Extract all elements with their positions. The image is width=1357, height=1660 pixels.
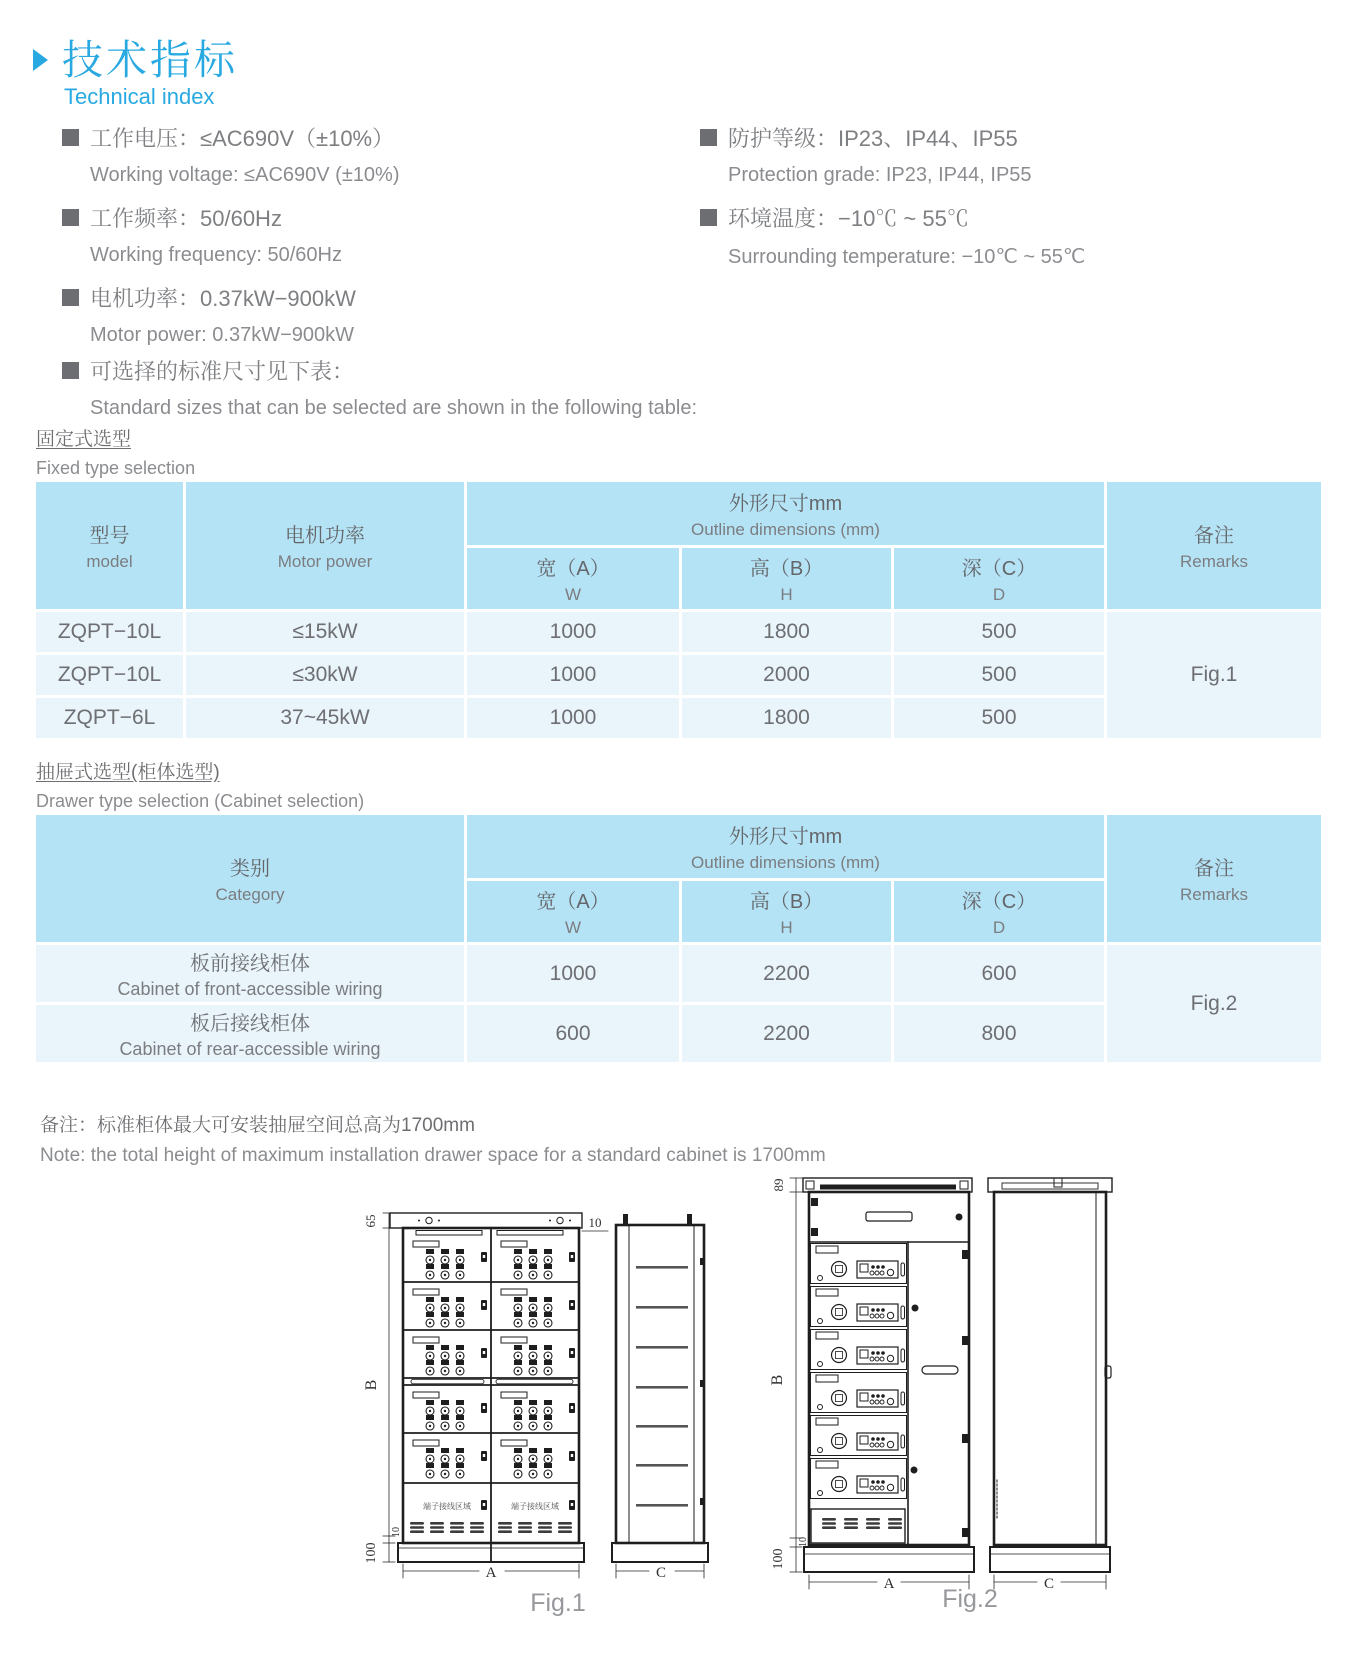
th-remarks xyxy=(1107,815,1321,942)
cell-width: 1000 xyxy=(549,663,597,686)
th-width-cn: 宽（A） xyxy=(536,891,610,913)
th-model-en: model xyxy=(86,552,133,571)
table-row-depth xyxy=(894,612,1104,652)
technical-drawings xyxy=(330,1140,1120,1640)
cell-power: ≤30kW xyxy=(292,663,358,686)
spec-column-right xyxy=(700,122,1320,284)
table-row-height xyxy=(682,655,891,695)
fig1-dim-100: 100 xyxy=(364,1542,379,1564)
spec-text: 可选择的标准尺寸见下表： xyxy=(90,359,355,384)
spec-working-frequency-cn xyxy=(62,202,682,233)
table-remark-fig2 xyxy=(1107,945,1321,1062)
fig2-drawing xyxy=(769,1178,1112,1613)
table-row-category xyxy=(36,1005,464,1062)
th-height-en: H xyxy=(780,918,793,937)
fig1-cap-detail xyxy=(418,1217,571,1223)
th-dims-en: Outline dimensions (mm) xyxy=(691,520,880,539)
th-category-en: Category xyxy=(215,885,285,904)
spec-working-voltage-cn xyxy=(62,122,682,153)
cell-depth: 500 xyxy=(981,663,1017,686)
cell-width: 1000 xyxy=(549,706,597,729)
cell-remark: Fig.1 xyxy=(1190,663,1238,686)
standard-sizes-note xyxy=(62,355,697,420)
th-height-en: H xyxy=(780,585,793,604)
spec-text: 电机功率：0.37kW−900kW xyxy=(90,286,356,311)
drawer-type-table xyxy=(36,815,1321,1062)
fig2-dim-10: 10 xyxy=(798,1537,809,1547)
page-title-cn: 技术指标 xyxy=(62,37,238,83)
cell-depth: 600 xyxy=(981,961,1017,985)
cell-remark: Fig.2 xyxy=(1190,991,1238,1015)
cell-model: ZQPT−10L xyxy=(57,620,162,643)
table-row-power xyxy=(186,612,464,652)
th-height-cn: 高（B） xyxy=(749,558,824,580)
th-outline-dimensions xyxy=(467,815,1104,878)
table-row-model xyxy=(36,612,183,652)
fixed-type-caption-en: Fixed type selection xyxy=(36,458,196,478)
cell-category-en: Cabinet of rear-accessible wiring xyxy=(119,1039,381,1059)
th-motor-power xyxy=(186,482,464,609)
th-depth-en: D xyxy=(992,918,1006,937)
fig2-label: Fig.2 xyxy=(942,1585,998,1613)
th-category xyxy=(36,815,464,942)
fixed-type-caption xyxy=(36,424,195,479)
cell-model: ZQPT−10L xyxy=(57,663,162,686)
th-remarks-cn: 备注 xyxy=(1194,858,1234,880)
spec-protection-grade-en: Protection grade: IP23, IP44, IP55 xyxy=(728,164,1032,186)
cell-height: 2200 xyxy=(763,961,810,985)
cell-model: ZQPT−6L xyxy=(63,706,156,729)
fig2-dim-C: C xyxy=(1043,1576,1055,1592)
table-row-height xyxy=(682,945,891,1002)
fig2-dim-A: A xyxy=(883,1576,895,1592)
table-row-power xyxy=(186,698,464,738)
table-row-depth xyxy=(894,1005,1104,1062)
th-height-cn: 高（B） xyxy=(749,891,824,913)
th-category-cn: 类别 xyxy=(230,858,270,880)
th-width-en: W xyxy=(564,585,582,604)
th-outline-dimensions xyxy=(467,482,1104,545)
table-row-width xyxy=(467,655,679,695)
table-row-power xyxy=(186,655,464,695)
spec-text: 防护等级：IP23、IP44、IP55 xyxy=(728,126,1018,151)
cell-depth: 500 xyxy=(981,620,1017,643)
th-width xyxy=(467,548,679,609)
th-power-en: Motor power xyxy=(277,552,373,571)
fig1-label: Fig.1 xyxy=(530,1589,586,1617)
table-row-depth xyxy=(894,945,1104,1002)
th-dims-cn: 外形尺寸mm xyxy=(728,493,843,515)
th-depth-cn: 深（C） xyxy=(961,891,1037,913)
cell-height: 2200 xyxy=(763,1021,810,1045)
spec-protection-grade-cn xyxy=(700,122,1320,153)
th-dims-cn: 外形尺寸mm xyxy=(728,826,843,848)
square-bullet-icon xyxy=(62,289,79,306)
page-title-en: Technical index xyxy=(64,84,215,109)
th-remarks-en: Remarks xyxy=(1179,885,1248,904)
fig2-door-column xyxy=(911,1250,971,1537)
fig1-terminal-label-left: 端子接线区域 xyxy=(423,1502,471,1511)
th-remarks-en: Remarks xyxy=(1179,552,1248,571)
table-row-width xyxy=(467,1005,679,1062)
th-width-cn: 宽（A） xyxy=(536,558,610,580)
fig1-dim-A: A xyxy=(485,1565,497,1581)
cell-category-cn: 板前接线柜体 xyxy=(190,953,310,975)
th-model-cn: 型号 xyxy=(89,525,130,547)
table-row-depth xyxy=(894,698,1104,738)
cell-height: 2000 xyxy=(763,663,810,686)
fig2-side-view xyxy=(988,1178,1112,1572)
th-depth xyxy=(894,548,1104,609)
cell-width: 1000 xyxy=(549,961,597,985)
cell-depth: 800 xyxy=(981,1021,1017,1045)
footnote-cn: 备注：标准柜体最大可安装抽屉空间总高为1700mm xyxy=(40,1115,475,1136)
table-row-height xyxy=(682,698,891,738)
fig1-dim-65: 65 xyxy=(363,1214,378,1228)
fig2-dim-100: 100 xyxy=(771,1548,786,1570)
fig2-louver-panel xyxy=(822,1518,902,1529)
cell-power: 37~45kW xyxy=(280,706,370,729)
table-row-width xyxy=(467,945,679,1002)
drawer-type-caption-cn: 抽屉式选型(柜体选型) xyxy=(36,762,220,783)
table-row-width xyxy=(467,612,679,652)
table-row-height xyxy=(682,1005,891,1062)
spec-surrounding-temperature-en: Surrounding temperature: −10℃ ~ 55℃ xyxy=(728,246,1086,268)
spec-motor-power-en: Motor power: 0.37kW−900kW xyxy=(90,324,354,346)
fig2-dim-89: 89 xyxy=(771,1178,786,1192)
spec-working-frequency-en: Working frequency: 50/60Hz xyxy=(90,244,342,266)
th-depth xyxy=(894,881,1104,942)
fig1-dim-C: C xyxy=(655,1565,667,1581)
fig1-drawing xyxy=(363,1213,708,1617)
th-height xyxy=(682,548,891,609)
spec-surrounding-temperature-cn xyxy=(700,202,1320,233)
fig2-dim-B: B xyxy=(769,1374,786,1386)
cell-depth: 500 xyxy=(981,706,1017,729)
standard-sizes-note-en: Standard sizes that can be selected are shown in the following table: xyxy=(90,397,698,419)
fig1-terminal-compartments xyxy=(410,1500,575,1533)
th-depth-cn: 深（C） xyxy=(961,558,1037,580)
table-row-model xyxy=(36,655,183,695)
fig1-side-view xyxy=(612,1214,708,1562)
fig1-drawer-units xyxy=(413,1241,575,1478)
table-row-width xyxy=(467,698,679,738)
table-row-category xyxy=(36,945,464,1002)
cell-width: 600 xyxy=(555,1021,591,1045)
square-bullet-icon xyxy=(700,129,717,146)
th-width-en: W xyxy=(564,918,582,937)
fig2-drawer-units xyxy=(811,1244,907,1499)
th-depth-en: D xyxy=(992,585,1006,604)
spec-text: 工作频率：50/60Hz xyxy=(90,206,282,231)
title-arrow-icon xyxy=(33,49,48,71)
th-height xyxy=(682,881,891,942)
square-bullet-icon xyxy=(62,362,79,379)
cell-category-cn: 板后接线柜体 xyxy=(190,1013,310,1035)
drawer-type-caption-en: Drawer type selection (Cabinet selection) xyxy=(36,791,365,811)
spec-column-left xyxy=(62,122,682,362)
th-model xyxy=(36,482,183,609)
fig1-terminal-label-right: 端子接线区域 xyxy=(511,1502,559,1511)
square-bullet-icon xyxy=(700,209,717,226)
cell-category-en: Cabinet of front-accessible wiring xyxy=(117,979,383,999)
th-remarks-cn: 备注 xyxy=(1194,525,1234,547)
th-remarks xyxy=(1107,482,1321,609)
spec-text: 环境温度：−10℃ ~ 55℃ xyxy=(728,206,969,231)
table-remark-fig1 xyxy=(1107,612,1321,738)
cell-width: 1000 xyxy=(549,620,597,643)
fig1-dim-10-top: 10 xyxy=(588,1215,602,1230)
square-bullet-icon xyxy=(62,129,79,146)
th-dims-en: Outline dimensions (mm) xyxy=(691,853,880,872)
spec-text: 工作电压：≤AC690V（±10%） xyxy=(90,126,395,151)
table-row-height xyxy=(682,612,891,652)
spec-working-voltage-en: Working voltage: ≤AC690V (±10%) xyxy=(90,164,400,186)
drawer-type-caption xyxy=(36,757,364,812)
spec-motor-power-cn xyxy=(62,282,682,313)
fig2-dimension-lines xyxy=(790,1178,1106,1589)
footnote-en: Note: the total height of maximum installation drawer space for a standard cabinet is 1700mm xyxy=(40,1145,826,1166)
cell-height: 1800 xyxy=(763,706,810,729)
fixed-type-caption-cn: 固定式选型 xyxy=(36,429,132,450)
table-row-depth xyxy=(894,655,1104,695)
cell-height: 1800 xyxy=(763,620,810,643)
th-power-cn: 电机功率 xyxy=(285,525,365,547)
fixed-type-table xyxy=(36,482,1321,738)
standard-sizes-note-cn xyxy=(62,355,697,386)
cell-power: ≤15kW xyxy=(292,620,358,643)
fig1-dim-10-bottom: 10 xyxy=(391,1527,402,1537)
th-width xyxy=(467,881,679,942)
table-row-model xyxy=(36,698,183,738)
fig1-dim-B: B xyxy=(363,1379,380,1391)
square-bullet-icon xyxy=(62,209,79,226)
